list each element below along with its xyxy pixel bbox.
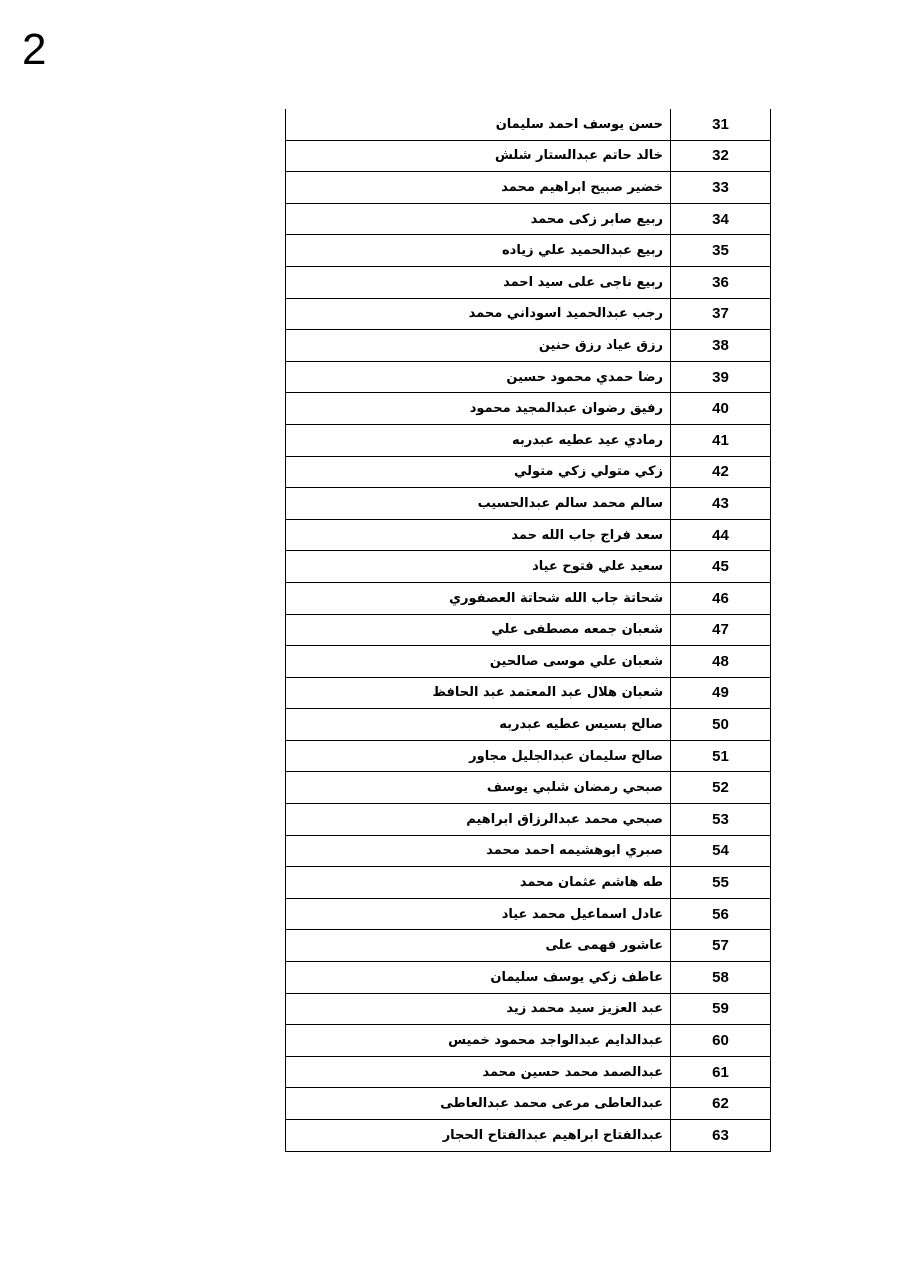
- table-row: [286, 203, 771, 235]
- person-name: ربيع عبدالحميد علي زياده: [286, 235, 671, 267]
- row-number: 41: [671, 424, 771, 456]
- person-name: رزق عياد رزق حنين: [286, 330, 671, 362]
- table-row: [286, 582, 771, 614]
- table-row: [286, 772, 771, 804]
- table-row: [286, 898, 771, 930]
- person-name: زكي متولي زكي متولي: [286, 456, 671, 488]
- person-name: طه هاشم عثمان محمد: [286, 867, 671, 899]
- row-number: 50: [671, 709, 771, 741]
- person-name: عاطف زكي يوسف سليمان: [286, 962, 671, 994]
- person-name: رجب عبدالحميد اسوداني محمد: [286, 298, 671, 330]
- row-number: 62: [671, 1088, 771, 1120]
- person-name: عادل اسماعيل محمد عياد: [286, 898, 671, 930]
- row-number: 43: [671, 488, 771, 520]
- row-number: 46: [671, 582, 771, 614]
- row-number: 35: [671, 235, 771, 267]
- person-name: رضا حمدي محمود حسين: [286, 361, 671, 393]
- row-number: 55: [671, 867, 771, 899]
- row-number: 58: [671, 962, 771, 994]
- table-row: [286, 393, 771, 425]
- row-number: 59: [671, 993, 771, 1025]
- table-row: [286, 962, 771, 994]
- table-row: [286, 330, 771, 362]
- table-row: [286, 456, 771, 488]
- row-number: 49: [671, 677, 771, 709]
- person-name: ربيع ناجى على سيد احمد: [286, 266, 671, 298]
- person-name: شعبان هلال عبد المعتمد عبد الحافظ: [286, 677, 671, 709]
- row-number: 36: [671, 266, 771, 298]
- table-row: [286, 1025, 771, 1057]
- table-row: [286, 1088, 771, 1120]
- person-name: عبدالصمد محمد حسين محمد: [286, 1056, 671, 1088]
- person-name: عبدالعاطى مرعى محمد عبدالعاطى: [286, 1088, 671, 1120]
- row-number: 37: [671, 298, 771, 330]
- person-name: صبحي رمضان شلبي يوسف: [286, 772, 671, 804]
- person-name: عبدالدايم عبدالواجد محمود خميس: [286, 1025, 671, 1057]
- person-name: عاشور فهمى على: [286, 930, 671, 962]
- table-row: [286, 551, 771, 583]
- person-name: حسن يوسف احمد سليمان: [286, 109, 671, 140]
- person-name: رفيق رضوان عبدالمجيد محمود: [286, 393, 671, 425]
- person-name: شحاتة جاب الله شحاتة العصفوري: [286, 582, 671, 614]
- row-number: 45: [671, 551, 771, 583]
- table-row: [286, 993, 771, 1025]
- table-row: [286, 172, 771, 204]
- person-name: خضير صبيح ابراهيم محمد: [286, 172, 671, 204]
- table-row: [286, 835, 771, 867]
- names-table-container: [285, 109, 770, 1152]
- row-number: 38: [671, 330, 771, 362]
- row-number: 32: [671, 140, 771, 172]
- row-number: 33: [671, 172, 771, 204]
- row-number: 54: [671, 835, 771, 867]
- person-name: سالم محمد سالم عبدالحسيب: [286, 488, 671, 520]
- row-number: 60: [671, 1025, 771, 1057]
- table-row: [286, 1056, 771, 1088]
- table-row: [286, 519, 771, 551]
- table-row: [286, 614, 771, 646]
- table-row: [286, 235, 771, 267]
- table-row: [286, 740, 771, 772]
- table-row: [286, 804, 771, 836]
- row-number: 61: [671, 1056, 771, 1088]
- row-number: 63: [671, 1120, 771, 1152]
- table-row: [286, 677, 771, 709]
- table-row: [286, 361, 771, 393]
- row-number: 53: [671, 804, 771, 836]
- table-row: [286, 109, 771, 140]
- table-row: [286, 646, 771, 678]
- row-number: 44: [671, 519, 771, 551]
- table-row: [286, 424, 771, 456]
- person-name: صبحي محمد عبدالرزاق ابراهيم: [286, 804, 671, 836]
- page-number: 2: [22, 25, 47, 74]
- table-row: [286, 266, 771, 298]
- table-row: [286, 140, 771, 172]
- row-number: 39: [671, 361, 771, 393]
- table-row: [286, 488, 771, 520]
- row-number: 40: [671, 393, 771, 425]
- row-number: 52: [671, 772, 771, 804]
- row-number: 42: [671, 456, 771, 488]
- row-number: 47: [671, 614, 771, 646]
- row-number: 57: [671, 930, 771, 962]
- person-name: خالد حاتم عبدالستار شلش: [286, 140, 671, 172]
- names-table-body: [286, 109, 771, 1151]
- row-number: 34: [671, 203, 771, 235]
- person-name: صالح سليمان عبدالجليل مجاور: [286, 740, 671, 772]
- table-row: [286, 1120, 771, 1152]
- person-name: رمادي عيد عطيه عبدربه: [286, 424, 671, 456]
- person-name: صبري ابوهشيمه احمد محمد: [286, 835, 671, 867]
- table-row: [286, 709, 771, 741]
- table-row: [286, 298, 771, 330]
- person-name: صالح بسيس عطيه عبدربه: [286, 709, 671, 741]
- person-name: سعيد علي فتوح عياد: [286, 551, 671, 583]
- row-number: 48: [671, 646, 771, 678]
- person-name: شعبان علي موسى صالحين: [286, 646, 671, 678]
- row-number: 56: [671, 898, 771, 930]
- table-row: [286, 930, 771, 962]
- person-name: ربيع صابر زكى محمد: [286, 203, 671, 235]
- row-number: 31: [671, 109, 771, 140]
- person-name: سعد فراج جاب الله حمد: [286, 519, 671, 551]
- person-name: شعبان جمعه مصطفى علي: [286, 614, 671, 646]
- table-row: [286, 867, 771, 899]
- person-name: عبد العزيز سيد محمد زيد: [286, 993, 671, 1025]
- names-table: [285, 109, 771, 1152]
- row-number: 51: [671, 740, 771, 772]
- person-name: عبدالفتاح ابراهيم عبدالفتاح الحجار: [286, 1120, 671, 1152]
